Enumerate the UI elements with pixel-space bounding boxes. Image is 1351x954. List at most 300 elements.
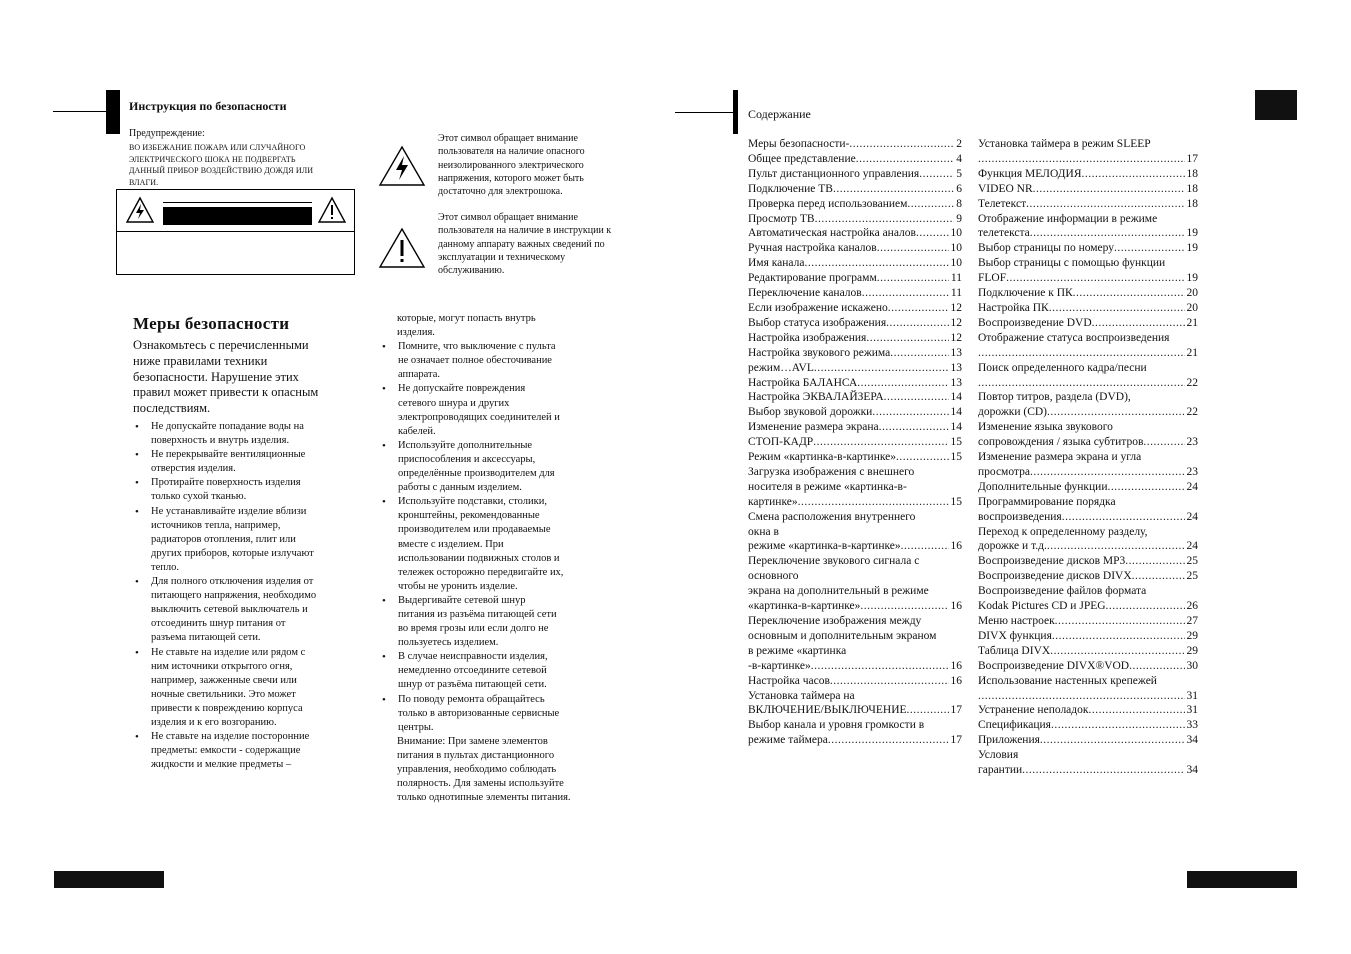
toc-entry-page: 13 [950,376,962,389]
toc-entry-page: 24 [1186,540,1198,553]
toc-entry[interactable] [748,316,962,331]
toc-entry-page: 11 [950,272,962,285]
list-item-line: предметы: емкости - содержащие [151,745,301,757]
toc-entry-title: Настройка БАЛАНСА [748,376,858,389]
toc-leader-dots [1073,286,1185,301]
toc-entry[interactable]: в режиме «картинка [748,644,847,657]
toc-entry[interactable] [978,554,1198,569]
toc-entry-title: дорожке и т.д. [978,540,1047,553]
toc-leader-dots [857,376,948,391]
list-item-line: • Выдергивайте сетевой шнур [398,594,526,606]
toc-leader-dots [919,167,954,182]
toc-entry-page: 15 [950,495,962,508]
list-item-line: кабелей. [398,425,436,437]
text-line: достаточно для электрошока. [438,186,563,198]
list-item [381,693,611,735]
toc-entry[interactable] [748,331,962,346]
list-item [381,495,611,594]
toc-leader-dots [798,495,949,510]
toc-entry[interactable] [748,450,962,465]
toc-entry[interactable]: Использование настенных крепежей [978,674,1157,687]
toc-entry[interactable] [748,376,962,391]
list-item-line: • Для полного отключения изделия от [151,576,314,588]
toc-entry[interactable] [748,286,962,301]
text-line: Этот символ обращает внимание [438,133,578,144]
toc-entry[interactable]: Смена расположения внутреннего [748,510,916,523]
toc-entry-title: Автоматическая настройка аналов [748,227,916,240]
text-line: изделия. [397,327,435,339]
toc-entry[interactable] [978,629,1198,644]
list-item-line: использовании подвижных столов и [398,552,560,564]
toc-leader-dots [907,703,949,718]
toc-leader-dots [830,674,949,689]
caution-black-band [163,207,312,225]
toc-entry-page: 24 [1186,510,1198,523]
toc-entry[interactable] [978,376,1198,391]
list-item-line: привести к повреждению корпуса [151,702,303,714]
toc-entry[interactable] [748,361,962,376]
toc-entry[interactable] [748,226,962,241]
toc-entry-page: 10 [950,257,962,270]
toc-entry[interactable] [978,286,1198,301]
toc-entry[interactable] [978,644,1198,659]
toc-entry-title: сопровождения / языка субтитров [978,436,1144,449]
left-header-bar [106,90,120,134]
toc-entry[interactable] [978,539,1198,554]
toc-entry-title: гарантии [978,764,1023,777]
toc-entry-page: 25 [1186,570,1198,583]
toc-entry[interactable]: Выбор канала и уровня громкости в [748,719,925,732]
toc-entry-page: 17 [1186,152,1198,165]
toc-leader-dots [886,316,948,331]
toc-leader-dots [1050,644,1184,659]
toc-leader-dots [828,733,949,748]
list-item [381,340,611,382]
toc-entry[interactable] [748,256,962,271]
list-item-line: тепло. [151,561,179,573]
toc-entry[interactable] [978,659,1198,674]
text-line: ЭЛЕКТРИЧЕСКОГО ШОКА НЕ ПОДВЕРГАТЬ [129,154,296,164]
list-item [381,439,611,495]
toc-entry-title: ВКЛЮЧЕНИЕ/ВЫКЛЮЧЕНИЕ [748,704,907,717]
safety-list-col2-lead [381,312,611,340]
list-item [381,382,611,438]
text-line: которые, могут попасть внутрь [397,313,536,324]
toc-leader-dots [1108,480,1185,495]
list-item [381,594,611,650]
toc-entry[interactable] [748,435,962,450]
toc-entry[interactable] [748,241,962,256]
list-item-line: вместе с изделием. При [398,538,504,550]
toc-entry-title: просмотра [978,465,1030,478]
toc-entry-page: 4 [956,152,962,165]
toc-entry[interactable]: основного [748,570,799,583]
toc-leader-dots [1026,197,1184,212]
toc-entry-title: -в-картинке» [748,659,811,672]
list-item [134,575,364,645]
warning-text [129,142,313,188]
toc-leader-dots [1092,316,1185,331]
toc-entry-page: 13 [950,346,962,359]
list-item-line: ним источники открытого огня, [151,660,293,672]
lightning-symbol-text [438,132,585,198]
toc-entry-page: 23 [1186,465,1198,478]
toc-entry-page: 18 [1186,197,1198,210]
toc-entry[interactable] [978,763,1198,778]
toc-entry[interactable] [978,733,1198,748]
text-line: данному аппарату важных сведений по [438,238,605,250]
right-page-header: Содержание [748,107,811,121]
toc-entry[interactable] [978,703,1198,718]
exclamation-symbol-icon [378,227,426,269]
toc-entry[interactable]: Поиск определенного кадра/песни [978,361,1147,374]
toc-entry[interactable] [978,346,1198,361]
toc-entry-page: 12 [950,331,962,344]
list-item-line: поверхность и внутрь изделия. [151,435,290,447]
toc-entry[interactable]: Переключение звукового сигнала с [748,555,920,568]
toc-entry-title: воспроизведения [978,510,1062,523]
text-line: ВЛАГИ. [129,177,159,187]
toc-entry-page: 29 [1186,629,1198,642]
text-line: Ознакомьтесь с перечисленными [133,338,309,352]
toc-entry[interactable] [978,197,1198,212]
toc-entry-title: Таблица DIVX [978,644,1051,657]
toc-leader-dots [978,689,1185,704]
right-corner-tab [1255,90,1297,120]
toc-leader-dots [813,435,948,450]
toc-leader-dots [1132,569,1185,584]
toc-entry[interactable] [978,718,1198,733]
toc-entry-page: 29 [1186,644,1198,657]
toc-entry-title: телетекста [978,227,1030,240]
caution-band-line [163,202,312,203]
right-header-rule [675,112,733,113]
toc-leader-dots [1033,182,1185,197]
list-item-line: • Не перекрывайте вентиляционные [151,449,306,461]
measures-intro [133,338,318,417]
toc-leader-dots [849,137,954,152]
toc-entry-title: Дополнительные функции [978,480,1108,493]
toc-entry-page: 18 [1186,182,1198,195]
toc-leader-dots [815,212,955,227]
toc-entry-page: 24 [1186,480,1198,493]
toc-entry[interactable]: Изменение языка звукового [978,421,1113,434]
toc-entry[interactable] [978,599,1198,614]
toc-entry[interactable] [978,480,1198,495]
toc-entry-page: 22 [1186,406,1198,419]
toc-entry[interactable] [748,212,962,227]
toc-entry-title: Меры безопасности- [748,138,850,150]
toc-leader-dots [1129,659,1184,674]
toc-entry[interactable] [978,569,1198,584]
toc-leader-dots [1051,718,1185,733]
toc-entry[interactable]: Установка таймера на [748,689,855,702]
toc-entry[interactable] [978,182,1198,197]
toc-entry-title: Общее представление [748,152,856,165]
toc-leader-dots [860,599,948,614]
list-item-line: питания из разъёма питающей сети [398,608,557,620]
list-item-line: тележек осторожно передвигайте их, [398,566,564,578]
toc-entry[interactable] [748,405,962,420]
exclamation-symbol-text [438,211,611,277]
list-item-line: центры. [398,721,434,733]
safety-list-col1 [134,420,364,772]
toc-leader-dots [1062,510,1185,525]
toc-entry[interactable] [748,674,962,689]
list-item-line: радиаторов отопления, плит или [151,533,296,545]
toc-entry[interactable]: Переключение изображения между [748,615,922,627]
toc-entry-title: Воспроизведение дисков MP3 [978,555,1126,568]
toc-entry-page: 21 [1186,346,1198,359]
caution-box [116,189,355,275]
toc-entry[interactable]: основным и дополнительным экраном [748,629,937,642]
toc-entry-title: Устранение неполадок [978,704,1089,717]
toc-entry-page: 16 [950,659,962,672]
toc-entry-page: 22 [1186,376,1198,389]
toc-column-2 [978,137,1198,778]
toc-leader-dots [884,390,949,405]
left-header-rule [53,111,107,112]
text-line: последствиям. [133,401,211,416]
toc-entry-title: Если изображение искажено [748,301,888,314]
toc-entry[interactable] [748,167,962,182]
toc-leader-dots [1106,599,1185,614]
exclamation-triangle-icon [317,196,347,224]
toc-entry[interactable]: экрана на дополнительный в режиме [748,585,929,598]
toc-entry[interactable] [978,435,1198,450]
toc-entry-title: Режим «картинка-в-картинке» [748,451,897,464]
list-item-line: • Протирайте поверхность изделия [151,477,301,489]
toc-entry-page: 33 [1186,719,1198,732]
toc-leader-dots [1049,301,1185,316]
toc-entry-title: Воспроизведение дисков DIVX [978,570,1132,583]
list-item-line: изделия и к его возгоранию. [151,716,277,728]
toc-entry[interactable] [748,703,962,718]
toc-entry-title: Пульт дистанционного управления [748,167,920,180]
toc-entry[interactable] [748,271,962,286]
toc-entry[interactable]: Воспроизведение файлов формата [978,585,1147,598]
toc-entry[interactable]: окна в [748,525,779,538]
toc-entry[interactable]: Программирование порядка [978,495,1116,508]
list-item-line: ночные светильники. Это может [151,688,296,700]
toc-leader-dots [1125,554,1184,569]
toc-entry[interactable] [748,733,962,748]
toc-entry-title: СТОП-КАДР [748,436,814,449]
toc-entry-page: 27 [1186,615,1198,627]
toc-entry-page: 15 [950,451,962,464]
toc-entry[interactable]: носителя в режиме «картинка-в- [748,480,907,493]
text-line: эксплуатации и техническому [438,251,566,263]
toc-entry-page: 19 [1186,272,1198,285]
text-line: ВО ИЗБЕЖАНИЕ ПОЖАРА ИЛИ СЛУЧАЙНОГО [129,143,306,152]
list-item [134,476,364,504]
left-footer-bar [54,871,164,888]
list-item-line: чтобы не уронить изделие. [398,580,518,592]
toc-entry[interactable] [978,614,1198,629]
list-item-line: • Используйте подставки, столики, [398,496,547,508]
toc-entry-page: 21 [1186,316,1198,329]
list-item [134,730,364,772]
toc-entry-page: 15 [950,436,962,449]
toc-entry-page: 19 [1186,242,1198,255]
toc-entry-page: 25 [1186,555,1198,568]
text-line: правил может привести к опасным [133,385,319,400]
left-page-header: Инструкция по безопасности [129,99,287,113]
toc-column-1 [748,137,962,748]
text-line: Этот символ обращает внимание [438,212,578,223]
toc-entry-title: Выбор звуковой дорожки [748,406,873,419]
toc-leader-dots [833,182,954,197]
toc-entry[interactable] [978,689,1198,704]
list-item-line: • Не ставьте на изделие или рядом с [151,646,306,658]
toc-entry-title: DIVX функция [978,629,1052,642]
toc-entry[interactable] [748,539,962,554]
toc-entry[interactable]: Отображение информации в режиме [978,212,1158,225]
toc-entry-page: 8 [956,197,962,210]
toc-entry[interactable]: Изменение размера экрана и угла [978,451,1142,464]
toc-entry-page: 9 [956,212,962,225]
toc-entry-page: 11 [950,287,962,300]
list-item-line: аппарата. [398,369,441,381]
toc-entry[interactable] [978,226,1198,241]
toc-leader-dots [1006,271,1184,286]
list-item-line: других приборов, которые излучают [151,547,314,559]
list-item-line: отверстия изделия. [151,463,236,475]
text-line: управления, необходимо соблюдать [397,764,557,775]
list-item-line: питающего напряжения, необходимо [151,590,317,602]
toc-entry[interactable]: Установка таймера в режим SLEEP [978,138,1151,150]
toc-entry[interactable] [748,495,962,510]
toc-entry[interactable] [978,301,1198,316]
toc-leader-dots [978,376,1185,391]
toc-entry[interactable] [978,316,1198,331]
toc-entry-title: режиме «картинка-в-картинке» [748,540,901,553]
toc-leader-dots [907,197,954,212]
text-line: ниже правилами техники [133,353,268,368]
toc-entry-title: Настройка часов [748,674,830,687]
toc-leader-dots [978,152,1185,167]
toc-entry[interactable] [748,182,962,197]
toc-entry-page: 13 [950,361,962,374]
list-item-line: определённые производителем для [398,468,555,480]
toc-leader-dots [1143,435,1184,450]
toc-leader-dots [1047,539,1185,554]
toc-entry[interactable] [978,241,1198,256]
toc-leader-dots [1114,241,1184,256]
text-line: пользователя на наличие в инструкции к [438,225,612,237]
toc-entry-title: Просмотр ТВ [748,212,815,225]
toc-entry-page: 31 [1186,689,1198,702]
toc-leader-dots [901,539,949,554]
toc-entry-title: Воспроизведение DIVX®VOD [978,659,1130,672]
toc-entry[interactable] [978,271,1198,286]
toc-entry-title: картинке» [748,495,798,508]
toc-leader-dots [1022,763,1184,778]
text-line: пользователя на наличие опасного [438,146,585,158]
toc-entry[interactable]: Отображение статуса воспроизведения [978,331,1170,344]
list-item-line: только сухой тканью. [151,491,247,503]
text-line: только однотипные элементы питания. [397,792,571,804]
toc-entry[interactable] [748,420,962,435]
toc-leader-dots [978,346,1185,361]
toc-entry[interactable] [748,659,962,674]
toc-entry[interactable] [748,197,962,212]
toc-entry-page: 19 [1186,227,1198,240]
toc-entry-title: Изменение размера экрана [748,421,879,434]
list-item-line: • В случае неисправности изделия, [398,651,548,663]
toc-entry-page: 10 [950,242,962,255]
list-item-line: источников тепла, например, [151,519,281,531]
text-line: обслуживанию. [438,265,505,277]
toc-leader-dots [916,226,949,241]
toc-leader-dots [1052,629,1185,644]
list-item-line: • Не допускайте повреждения [398,383,526,395]
warning-title: Предупреждение: [129,128,205,139]
toc-leader-dots [888,301,949,316]
list-item-line: немедленно отсоедините сетевой [398,665,547,677]
toc-entry-title: Меню настроек [978,615,1055,627]
toc-entry-title: Подключение ТВ [748,182,833,195]
toc-entry[interactable] [748,346,962,361]
list-item [134,646,364,731]
list-item [134,420,364,448]
toc-entry[interactable] [978,465,1198,480]
toc-entry-title: «картинка-в-картинке» [748,600,861,613]
toc-entry[interactable]: Повтор титров, раздела (DVD), [978,391,1131,404]
toc-entry[interactable]: Загрузка изображения с внешнего [748,465,915,478]
list-item-line: жидкости и мелкие предметы – [151,759,292,771]
toc-entry[interactable] [748,301,962,316]
toc-entry[interactable] [748,390,962,405]
toc-entry-page: 16 [950,540,962,553]
toc-entry[interactable]: Переход к определенному разделу, [978,525,1148,538]
toc-leader-dots [879,420,949,435]
right-header-bar [733,90,738,134]
toc-entry-title: Настройка ЭКВАЛАЙЗЕРА [748,391,884,404]
toc-entry[interactable] [748,599,962,614]
toc-entry-page: 14 [950,406,962,419]
toc-entry[interactable] [978,405,1198,420]
list-item-line: кронштейны, рекомендованные [398,510,540,522]
toc-entry[interactable]: Выбор страницы с помощью функции [978,257,1166,270]
list-item-line: выключить сетевой выключатель и [151,604,308,616]
toc-entry[interactable] [978,152,1198,167]
toc-leader-dots [804,256,948,271]
list-item-line: электропроводящих соединителей и [398,411,560,423]
list-item-line: шнур от разъёма питающей сети. [398,679,547,691]
toc-entry[interactable] [748,137,962,152]
text-line: неизолированного электрического [438,159,584,171]
toc-leader-dots [890,346,948,361]
list-item-line: отсоединить шнур питания от [151,618,286,630]
toc-entry-page: 6 [956,182,962,195]
toc-entry[interactable] [748,152,962,167]
toc-entry-title: дорожки (CD) [978,406,1048,419]
toc-entry[interactable] [978,167,1198,182]
toc-entry-title: режим…AVL [748,361,814,374]
toc-entry-page: 31 [1186,704,1198,717]
toc-entry-page: 26 [1186,600,1198,613]
toc-entry[interactable] [978,510,1198,525]
text-line: безопасности. Нарушение этих [133,369,299,384]
toc-entry-title: Kodak Pictures CD и JPEG [978,600,1106,613]
toc-leader-dots [1030,226,1185,241]
toc-entry-page: 14 [950,391,962,404]
toc-entry-title: Ручная настройка каналов [748,242,877,255]
list-item-line: только в авторизованные сервисные [398,707,560,719]
toc-entry[interactable]: Условия [978,749,1019,762]
list-item-line: разъема питающей сети. [151,632,261,644]
